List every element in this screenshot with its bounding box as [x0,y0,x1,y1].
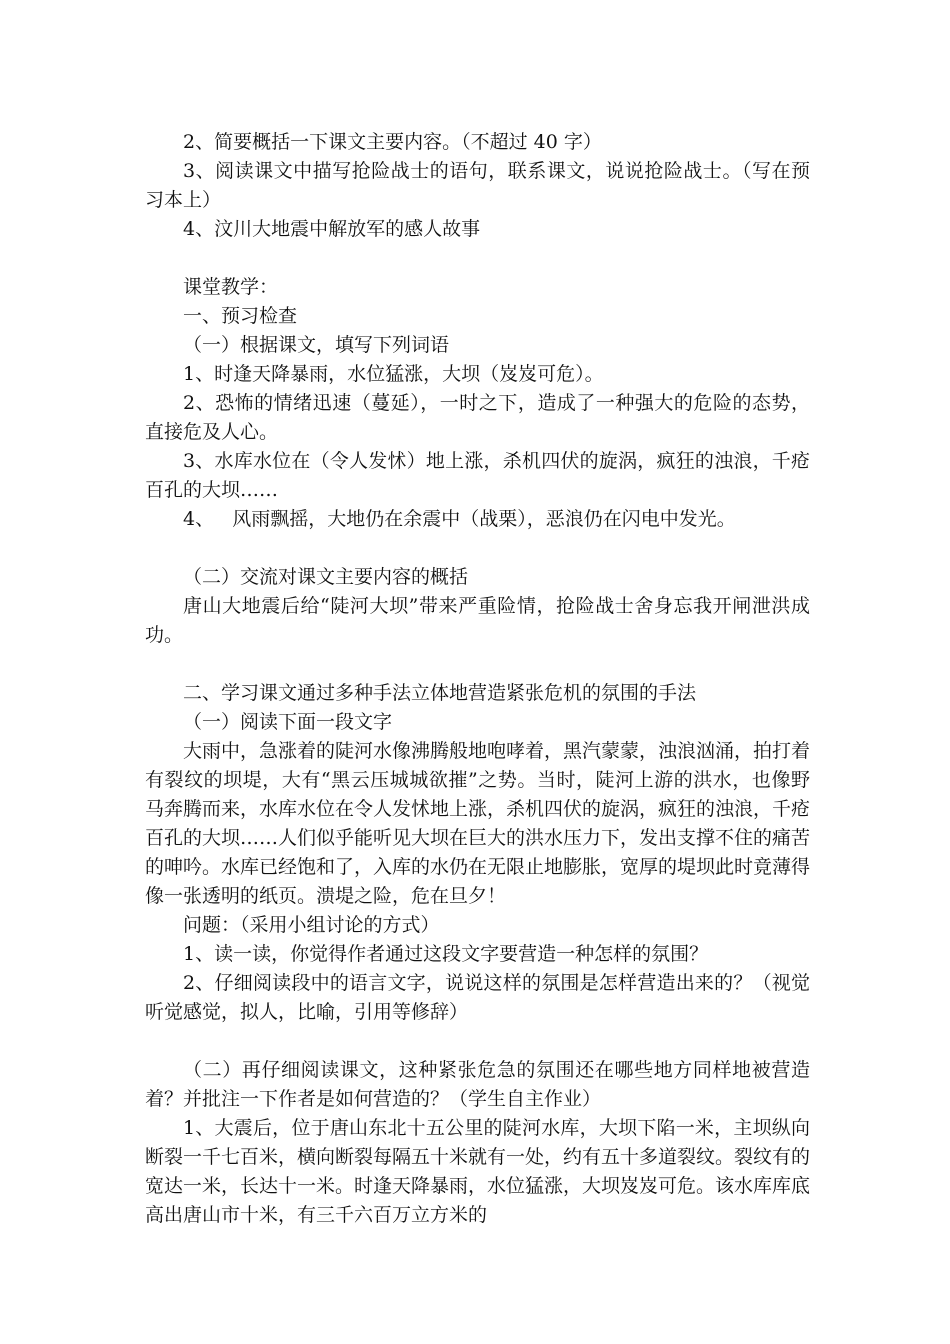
subheading-fill-words: （一）根据课文，填写下列词语 [183,334,450,356]
document-page [145,128,810,1230]
item-fill-2: 2、恐怖的情绪迅速（蔓延），一时之下，造成了一种强大的危险的态势，直接危及人心。 [145,392,810,443]
spacer [145,1027,810,1056]
question-heading: 问题：（采用小组讨论的方式） [183,914,440,936]
para-summary-task: 2、简要概括一下课文主要内容。（不超过 40 字） [183,131,602,153]
spacer [145,534,810,563]
spacer [145,650,810,679]
excerpt-dam-damage: 1、大震后，位于唐山东北十五公里的陡河水库，大坝下陷一米，主坝纵向断裂一千七百米，横向断裂每隔五十米就有一处，约有五十多道裂纹。裂纹有的宽达一米，长达十一米。时逢天降暴雨，水位猛涨，大坝岌岌可危。该水库库底高出唐山市十米，有三千六百万立方米的 [145,1117,811,1226]
passage-text: 大雨中，急涨着的陡河水像沸腾般地咆哮着，黑汽蒙蒙，浊浪汹涌，拍打着有裂纹的坝堤，大有“黑云压城城欲摧”之势。当时，陡河上游的洪水，也像野马奔腾而来，水库水位在令人发怵地上涨，杀机四伏的旋涡，疯狂的浊浪，千疮百孔的大坝……人们似乎能听见大坝在巨大的洪水压力下，发出支撑不住的痛苦的呻吟。水库已经饱和了，入库的水仍在无限止地膨胀，宽厚的堤坝此时竟薄得像一张透明的纸页。溃堤之险，危在旦夕！ [145,740,811,907]
item-fill-3: 3、水库水位在（令人发怵）地上涨，杀机四伏的旋涡，疯狂的浊浪，千疮百孔的大坝…… [145,450,810,501]
para-wenchuan-task: 4、汶川大地震中解放军的感人故事 [183,218,481,240]
question-1: 1、读一读，你觉得作者通过这段文字要营造一种怎样的氛围？ [183,943,709,965]
section-heading-preview-check: 一、预习检查 [183,305,298,327]
subheading-reread: （二）再仔细阅读课文，这种紧张危急的氛围还在哪些地方同样地被营造着？并批注一下作者是如何营造的？（学生自主作业） [145,1059,810,1110]
spacer [145,244,810,273]
item-fill-4: 4、 风雨飘摇，大地仍在余震中（战栗），恶浪仍在闪电中发光。 [183,508,736,530]
section-heading-classroom: 课堂教学： [183,276,279,298]
section-heading-study: 二、学习课文通过多种手法立体地营造紧张危机的氛围的手法 [183,682,697,704]
summary-text: 唐山大地震后给“陡河大坝”带来严重险情，抢险战士舍身忘我开闸泄洪成功。 [145,595,810,646]
subheading-read-passage: （一）阅读下面一段文字 [183,711,393,733]
question-2: 2、仔细阅读段中的语言文字，说说这样的氛围是怎样营造出来的？（视觉听觉感觉，拟人，比喻，引用等修辞） [145,972,810,1023]
para-soldier-task: 3、阅读课文中描写抢险战士的语句，联系课文，说说抢险战士。（写在预习本上） [145,160,810,211]
subheading-summary-exchange: （二）交流对课文主要内容的概括 [183,566,469,588]
item-fill-1: 1、时逢天降暴雨，水位猛涨，大坝（岌岌可危）。 [183,363,604,385]
